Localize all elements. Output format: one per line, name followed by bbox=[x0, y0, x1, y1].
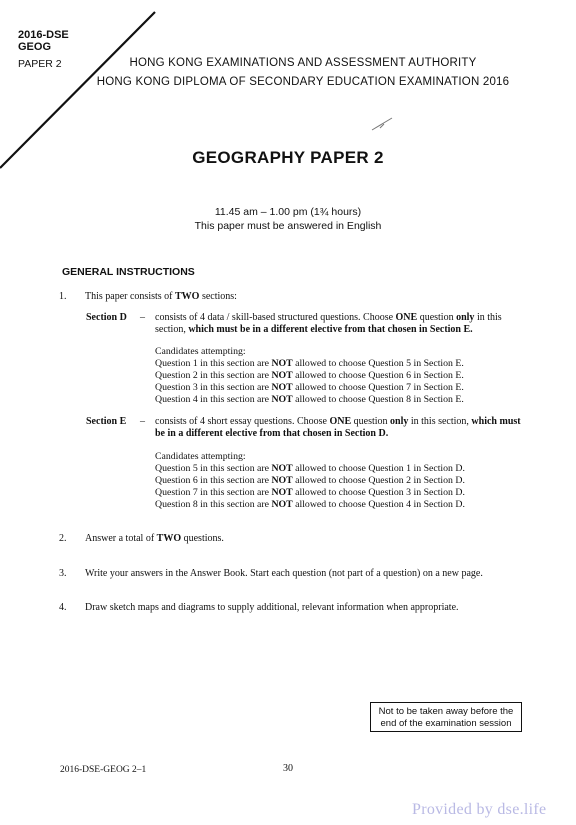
section-e-rule: Question 8 in this section are NOT allowed to choose Question 4 in Section D. bbox=[155, 499, 465, 510]
general-instructions-heading: GENERAL INSTRUCTIONS bbox=[62, 266, 195, 278]
instruction-number: 3. bbox=[59, 568, 67, 579]
section-d-rule: Question 2 in this section are NOT allowed to choose Question 6 in Section E. bbox=[155, 370, 464, 381]
exam-code: 2016-DSE bbox=[18, 29, 69, 41]
instruction-number: 4. bbox=[59, 602, 67, 613]
section-d-rule: Question 1 in this section are NOT allowed to choose Question 5 in Section E. bbox=[155, 358, 464, 369]
section-e-label: Section E bbox=[86, 416, 127, 427]
section-d-label: Section D bbox=[86, 312, 127, 323]
instruction-number: 1. bbox=[59, 291, 67, 302]
section-d-description: consists of 4 data / skill-based structured questions. Choose ONE question only in this section, which must be in a different elective from that chosen in Section E. bbox=[155, 312, 502, 335]
section-d-dash: – bbox=[140, 312, 145, 323]
notice-line: end of the examination session bbox=[380, 718, 512, 729]
instruction-text: Answer a total of TWO questions. bbox=[85, 533, 224, 544]
section-d-rule: Question 3 in this section are NOT allowed to choose Question 7 in Section E. bbox=[155, 382, 464, 393]
language-note: This paper must be answered in English bbox=[194, 220, 382, 232]
exam-name: HONG KONG DIPLOMA OF SECONDARY EDUCATION EXAMINATION 2016 bbox=[96, 76, 510, 88]
notice-box bbox=[370, 702, 522, 732]
section-d-rule: Question 4 in this section are NOT allowed to choose Question 8 in Section E. bbox=[155, 394, 464, 405]
instruction-text: This paper consists of TWO sections: bbox=[85, 291, 237, 302]
instruction-number: 2. bbox=[59, 533, 67, 544]
section-e-rule: Question 7 in this section are NOT allowed to choose Question 3 in Section D. bbox=[155, 487, 465, 498]
section-d-attempting: Candidates attempting: bbox=[155, 346, 246, 357]
section-e-attempting: Candidates attempting: bbox=[155, 451, 246, 462]
paper-label: PAPER 2 bbox=[18, 58, 62, 70]
section-e-dash: – bbox=[140, 416, 145, 427]
page-number: 30 bbox=[283, 763, 293, 774]
notice-line: Not to be taken away before the bbox=[378, 706, 514, 717]
section-e-rule: Question 6 in this section are NOT allowed to choose Question 2 in Section D. bbox=[155, 475, 465, 486]
instruction-text: Draw sketch maps and diagrams to supply additional, relevant information when appropriate. bbox=[85, 602, 459, 613]
authority-name: HONG KONG EXAMINATIONS AND ASSESSMENT AUTHORITY bbox=[129, 57, 477, 69]
page-title: GEOGRAPHY PAPER 2 bbox=[192, 148, 384, 167]
section-e-rule: Question 5 in this section are NOT allowed to choose Question 1 in Section D. bbox=[155, 463, 465, 474]
time-allowed: 11.45 am – 1.00 pm (1¾ hours) bbox=[214, 206, 362, 218]
section-e-description: consists of 4 short essay questions. Choose ONE question only in this section, which must be in a different elective from that chosen in Section D. bbox=[155, 416, 521, 439]
watermark: Provided by dse.life bbox=[412, 801, 547, 818]
instruction-text: Write your answers in the Answer Book. Start each question (not part of a question) on a new page. bbox=[85, 568, 483, 579]
subject-code: GEOG bbox=[18, 41, 52, 53]
footer-code: 2016-DSE-GEOG 2–1 bbox=[60, 765, 147, 775]
